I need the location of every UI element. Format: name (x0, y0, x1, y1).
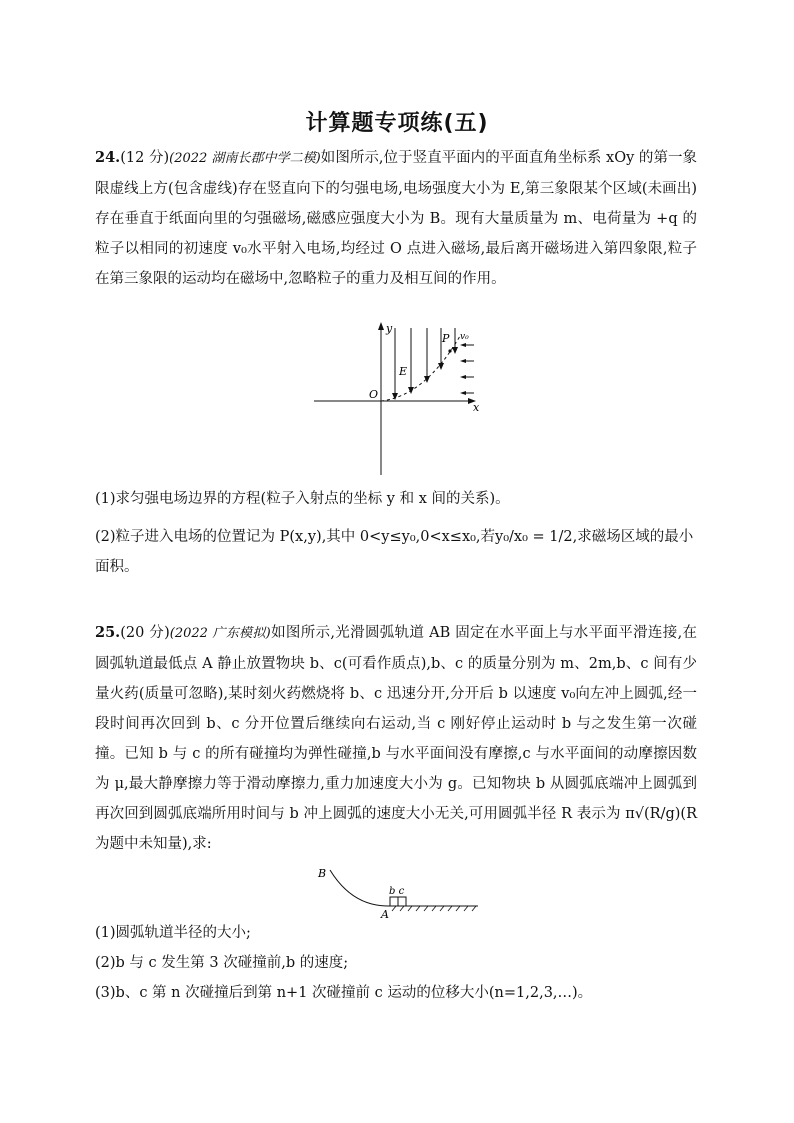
problem-number: 25. (95, 624, 121, 641)
problem-24-question-1: (1)求匀强电场边界的方程(粒子入射点的坐标 y 和 x 间的关系)。 (95, 491, 510, 507)
problem-source: (2022 广东模拟) (169, 626, 271, 641)
problem-score: (20 分) (120, 625, 170, 641)
field-label: E (399, 365, 408, 378)
blocks-label: b c (389, 886, 405, 897)
point-p-label: P (442, 332, 450, 345)
y-axis-label: y (386, 322, 393, 335)
problem-25-question-1: (1)圆弧轨道半径的大小; (95, 925, 251, 941)
problem-score: (12 分) (120, 150, 170, 166)
figure-24-coordinate-field (310, 318, 490, 478)
problem-25-statement (95, 618, 697, 859)
x-axis-label: x (473, 401, 480, 414)
point-b-label: B (318, 867, 327, 880)
problem-source: (2022 湖南长郡中学二模) (169, 151, 321, 166)
problem-body: 如图所示,位于竖直平面内的平面直角坐标系 xOy 的第一象限虚线上方(包含虚线)存在竖直向下的匀强电场,电场强度大小为 E,第三象限某个区域(未画出)存在垂直于纸面向里的匀强磁场,磁感应强度大小为 B。现有大量质量为 m、电荷量为 +q 的粒子以相同的初速度 v₀水平射入电场,均经过 O 点进入磁场,最后离开磁场进入第四象限,粒子在第三象限的运动均在磁场中,忽略粒子的重力及相互间的作用。 (95, 150, 697, 287)
page-title: 计算题专项练(五) (305, 111, 489, 136)
problem-number: 24. (95, 149, 121, 166)
problem-25-question-3: (3)b、c 第 n 次碰撞后到第 n+1 次碰撞前 c 运动的位移大小(n=1,2,3,…)。 (95, 985, 593, 1001)
point-a-label: A (381, 908, 389, 921)
problem-24-question-2: (2)粒子进入电场的位置记为 P(x,y),其中 0<y≤y₀,0<x≤x₀,若y₀/x₀ = 1/2,求磁场区域的最小面积。 (95, 529, 694, 575)
problem-24-statement (95, 143, 697, 294)
problem-body: 如图所示,光滑圆弧轨道 AB 固定在水平面上与水平面平滑连接,在圆弧轨道最低点 A 静止放置物块 b、c(可看作质点),b、c 的质量分别为 m、2m,b、c 间有少量火药(质量可忽略),某时刻火药燃烧将 b、c 迅速分开,分开后 b 以速度 v₀向左冲上圆弧,经一段时间再次回到 b、c 分开位置后继续向右运动,当 c 刚好停止运动时 b 与之发生第一次碰撞。已知 b 与 c 的所有碰撞均为弹性碰撞,b 与水平面间没有摩擦,c 与水平面间的动摩擦因数为 μ,最大静摩擦力等于滑动摩擦力,重力加速度大小为 g。已知物块 b 从圆弧底端冲上圆弧到再次回到圆弧底端所用时间与 b 冲上圆弧的速度大小无关,可用圆弧半径 R 表示为 π√(R/g)(R 为题中未知量),求: (95, 625, 698, 852)
origin-label: O (369, 388, 379, 401)
problem-25-question-2: (2)b 与 c 发生第 3 次碰撞前,b 的速度; (95, 955, 349, 971)
figure-25-arc-track (310, 860, 490, 922)
velocity-label: v₀ (460, 332, 469, 342)
